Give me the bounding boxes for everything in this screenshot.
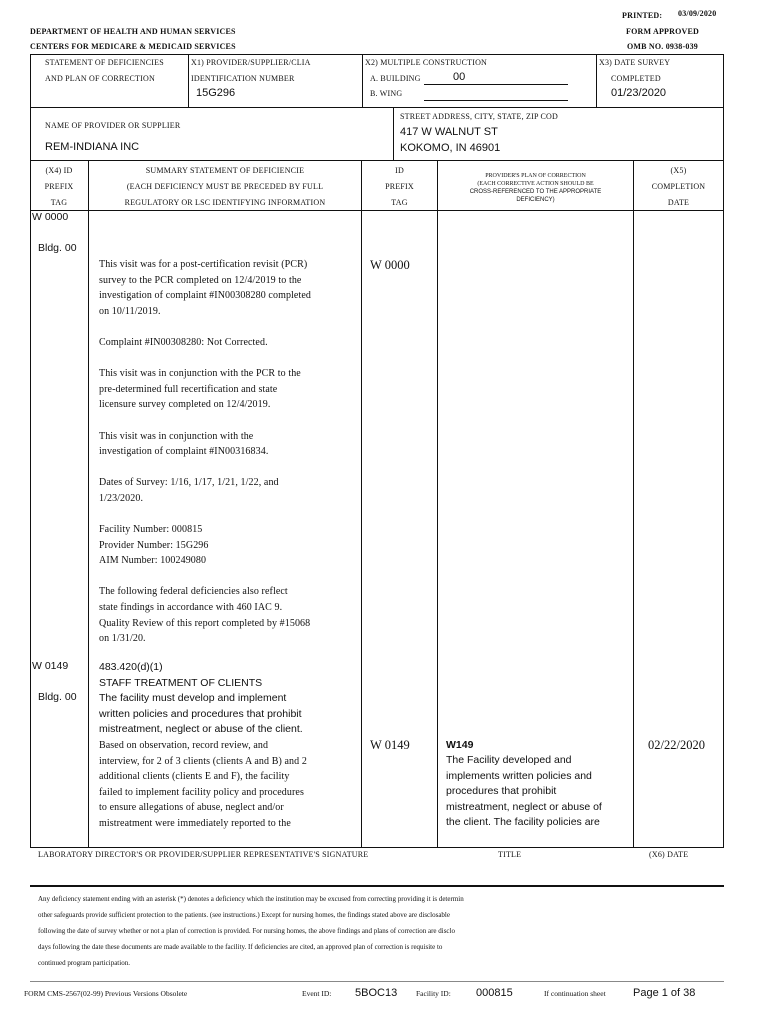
survey-date: 01/23/2020 [611, 87, 667, 99]
address-line-2: KOKOMO, IN 46901 [400, 142, 501, 154]
dept-title: DEPARTMENT OF HEALTH AND HUMAN SERVICES [30, 27, 236, 36]
footnote-line-2: other safeguards provide sufficient protection to the patients. (see instructions.) Except for nursing homes, the findings stated above are disclosable [38, 911, 450, 919]
x5-header-3: DATE [667, 198, 690, 207]
w0149-completion-date: 02/22/2020 [648, 738, 705, 752]
plan-header-1: PROVIDER'S PLAN OF CORRECTION [485, 173, 586, 179]
event-id-value: 5BOC13 [355, 987, 398, 999]
continuation-label: If continuation sheet [544, 989, 606, 998]
address-label: STREET ADDRESS, CITY, STATE, ZIP COD [400, 112, 558, 121]
printed-date: 03/09/2020 [678, 9, 717, 18]
x4-header-1: (X4) ID [45, 166, 73, 175]
id-header-2: PREFIX [385, 182, 414, 191]
event-id-label: Event ID: [302, 989, 332, 998]
title-label: TITLE [498, 850, 522, 859]
w0149-prefix-tag: W 0149 [32, 660, 69, 672]
building-label: A. BUILDING [370, 74, 421, 83]
w0149-id-tag: W 0149 [370, 738, 410, 752]
summary-header-2: (EACH DEFICIENCY MUST BE PRECEDED BY FULL [126, 182, 324, 191]
w0149-summary: Based on observation, record review, and interview, for 2 of 3 clients (clients A and B) and 2 additional clients (clients E and F), the facility failed to implement facility policy and procedures to ensure allegations of abuse, neglect and/or mistreatment were immediately reported to the [99, 740, 307, 829]
page-number: Page 1 of 38 [633, 987, 696, 999]
x5-header-1: (X5) [670, 166, 687, 175]
w0149-building: Bldg. 00 [38, 691, 77, 703]
footnote-line-1: Any deficiency statement ending with an asterisk (*) denotes a deficiency which the institution may be excused from correcting providing it is determin [38, 895, 464, 903]
x4-header-2: PREFIX [44, 182, 74, 191]
x3-label-2: COMPLETED [611, 74, 661, 83]
x3-label-1: X3) DATE SURVEY [599, 58, 671, 67]
w0149-plan-text: The Facility developed and implements written policies and procedures that prohibit mistreatment, neglect or abuse of the client. The facility policies are [446, 754, 602, 828]
w0149-plan-title: W149 [446, 739, 474, 751]
footnote-line-4: days following the date these documents are made available to the facility. If deficiencies are cited, an approved plan of correction is requisite to [38, 943, 443, 951]
omb-number: OMB NO. 0938-039 [627, 42, 698, 51]
plan-header-2: (EACH CORRECTIVE ACTION SHOULD BE [477, 181, 594, 187]
facility-id-label: Facility ID: [416, 989, 451, 998]
printed-label: PRINTED: [622, 11, 663, 20]
id-header-1: ID [395, 166, 404, 175]
w0149-regulation: 483.420(d)(1) STAFF TREATMENT OF CLIENTS The facility must develop and implement written policies and procedures that prohibit mistreatment, neglect or abuse of the client. [99, 661, 303, 735]
w0000-id-tag: W 0000 [370, 258, 410, 272]
summary-header-1: SUMMARY STATEMENT OF DEFICIENCIE [145, 166, 305, 175]
x5-header-2: COMPLETION [651, 182, 706, 191]
form-approved: FORM APPROVED [626, 27, 700, 36]
footnote-line-5: continued program participation. [38, 959, 130, 967]
w0000-summary: This visit was for a post-certification revisit (PCR) survey to the PCR completed on 12/4/2019 to the investigation of complaint #IN00308280 completed on 10/11/2019. Complaint #IN00308280: Not Corrected. This visit was in conjunction with the PCR to the pre-determined full recertification and state licensure survey completed on 12/4/2019. This visit was in conjunction with the investigation of complaint #IN00316834. Dates of Survey: 1/16, 1/17, 1/21, 1/22, and 1/23/2020. Facility Number: 000815 Provider Number: 15G296 AIM Number: 100249080 The following federal deficiencies also reflect state findings in accordance with 460 IAC 9. Quality Review of this report completed by #15068 on 1/31/20. [99, 259, 311, 645]
x4-header-3: TAG [50, 198, 68, 207]
w0000-building: Bldg. 00 [38, 242, 77, 254]
x2-label: X2) MULTIPLE CONSTRUCTION [365, 58, 488, 67]
footnote-line-3: following the date of survey whether or not a plan of correction is provided. For nursing homes, the above findings and plans of correction are disclo [38, 927, 455, 935]
address-line-1: 417 W WALNUT ST [400, 126, 498, 138]
x6-date-label: (X6) DATE [649, 850, 689, 859]
plan-header-3: CROSS-REFERENCED TO THE APPROPRIATE [469, 189, 602, 195]
statement-label-2: AND PLAN OF CORRECTION [45, 74, 155, 83]
wing-label: B. WING [370, 89, 403, 98]
x1-label-1: X1) PROVIDER/SUPPLIER/CLIA [191, 58, 311, 67]
provider-name: REM-INDIANA INC [45, 141, 140, 153]
plan-header-4: DEFICIENCY) [516, 197, 555, 203]
form-number: FORM CMS-2567(02-99) Previous Versions Obsolete [24, 989, 188, 998]
facility-id-value: 000815 [476, 987, 513, 999]
provider-name-label: NAME OF PROVIDER OR SUPPLIER [45, 121, 181, 130]
w0000-prefix-tag: W 0000 [32, 211, 69, 223]
summary-header-3: REGULATORY OR LSC IDENTIFYING INFORMATION [124, 198, 326, 207]
provider-id: 15G296 [196, 87, 236, 99]
signature-label: LABORATORY DIRECTOR'S OR PROVIDER/SUPPLIER REPRESENTATIVE'S SIGNATURE [38, 850, 369, 859]
building-value: 00 [453, 71, 466, 83]
statement-label-1: STATEMENT OF DEFICIENCIES [45, 58, 164, 67]
id-header-3: TAG [391, 198, 408, 207]
x1-label-2: IDENTIFICATION NUMBER [191, 74, 295, 83]
centers-title: CENTERS FOR MEDICARE & MEDICAID SERVICES [30, 42, 236, 51]
